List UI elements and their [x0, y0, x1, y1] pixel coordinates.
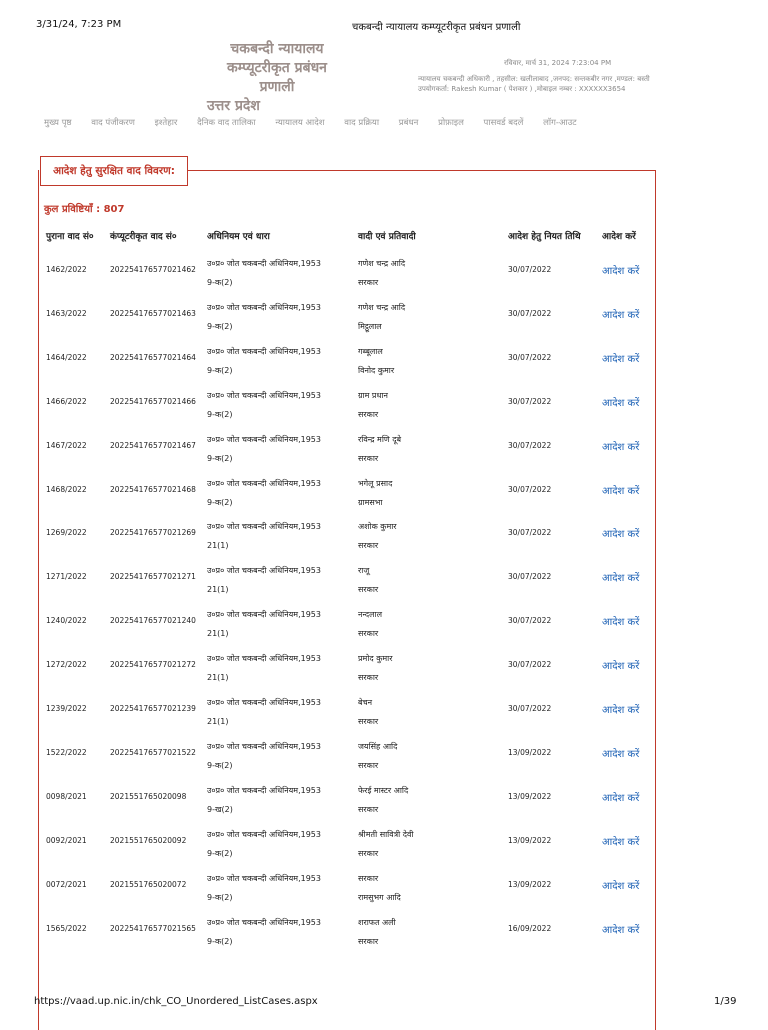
plaintiff: श्रीमती सावित्री देवी	[358, 829, 414, 839]
user-details: उपयोगकर्ता: Rakesh Kumar ( पेशकार ) ,मोबाइल नम्बर : XXXXXX3654	[418, 85, 626, 93]
defendant: रामसुभग आदि	[358, 892, 401, 902]
old-case-no: 1466/2022	[46, 396, 87, 406]
table-row	[0, 865, 768, 909]
parties-cell	[358, 298, 405, 336]
computerized-case-no: 202254176577021239	[110, 704, 196, 713]
col-computerized-case-no: कंप्यूटरीकृत वाद सं०	[110, 232, 177, 242]
parties-cell	[358, 913, 396, 951]
defendant: सरकार	[358, 760, 379, 770]
plaintiff: फेरई मास्टर आदि	[358, 785, 409, 795]
user-info	[418, 58, 650, 94]
nav-notice[interactable]: इश्तेहार	[154, 118, 178, 128]
order-date: 30/07/2022	[508, 704, 552, 713]
old-case-no: 1467/2022	[46, 440, 87, 450]
parties-cell	[358, 869, 401, 907]
order-date: 13/09/2022	[508, 791, 552, 801]
act-section: 9-क(2)	[207, 497, 233, 507]
order-action-link[interactable]: आदेश करें	[602, 705, 640, 716]
nav-court-orders[interactable]: न्यायालय आदेश	[275, 118, 325, 128]
order-date: 16/09/2022	[508, 923, 552, 933]
computerized-case-no: 2021551765020092	[110, 835, 187, 845]
order-action-link[interactable]: आदेश करें	[602, 617, 640, 629]
parties-cell	[358, 386, 388, 424]
panel-title: आदेश हेतु सुरक्षित वाद विवरण:	[40, 156, 188, 186]
defendant: सरकार	[358, 804, 379, 814]
plaintiff: अशोक कुमार	[358, 522, 397, 532]
table-row	[0, 294, 768, 338]
old-case-no: 1269/2022	[46, 528, 87, 538]
act-section-cell	[207, 825, 321, 863]
site-title	[207, 40, 347, 116]
order-action-link[interactable]: आदेश करें	[602, 792, 640, 804]
defendant: सरकार	[358, 717, 379, 726]
act-section-cell	[207, 298, 321, 336]
act-name: उ०प्र० जोत चकबन्दी अधिनियम,1953	[207, 917, 321, 927]
act-section-cell	[207, 474, 321, 512]
order-action-link[interactable]: आदेश करें	[602, 924, 640, 936]
table-row	[0, 250, 768, 294]
old-case-no: 1271/2022	[46, 572, 87, 582]
act-name: उ०प्र० जोत चकबन्दी अधिनियम,1953	[207, 522, 321, 532]
computerized-case-no: 202254176577021272	[110, 660, 196, 670]
parties-cell	[358, 342, 394, 380]
act-name: उ०प्र० जोत चकबन्दी अधिनियम,1953	[207, 654, 321, 664]
old-case-no: 1463/2022	[46, 308, 87, 318]
act-name: उ०प्र० जोत चकबन्दी अधिनियम,1953	[207, 302, 321, 312]
panel-top-border	[186, 170, 656, 171]
order-action-link[interactable]: आदेश करें	[602, 397, 640, 409]
print-header	[0, 0, 768, 32]
computerized-case-no: 2021551765020072	[110, 879, 187, 889]
computerized-case-no: 202254176577021240	[110, 616, 196, 626]
act-section-cell	[207, 649, 321, 687]
act-section: 9-क(2)	[207, 760, 233, 770]
old-case-no: 1239/2022	[46, 704, 87, 713]
old-case-no: 1240/2022	[46, 616, 87, 626]
defendant: सरकार	[358, 541, 379, 551]
order-date: 30/07/2022	[508, 616, 552, 626]
order-date: 30/07/2022	[508, 440, 552, 450]
computerized-case-no: 202254176577021466	[110, 396, 196, 406]
order-date: 13/09/2022	[508, 747, 552, 757]
parties-cell	[358, 781, 408, 819]
computerized-case-no: 202254176577021468	[110, 484, 196, 494]
order-action-link[interactable]: आदेश करें	[602, 485, 640, 497]
act-section-cell	[207, 869, 321, 907]
act-section: 9-ख(2)	[207, 804, 233, 814]
act-section: 9-क(2)	[207, 409, 233, 419]
print-page-number: 1/39	[714, 996, 737, 1007]
order-date: 13/09/2022	[508, 879, 552, 889]
col-old-case-no: पुराना वाद सं०	[46, 232, 94, 242]
act-name: उ०प्र० जोत चकबन्दी अधिनियम,1953	[207, 346, 321, 356]
order-date: 30/07/2022	[508, 660, 552, 670]
act-section: 21(1)	[207, 717, 229, 726]
plaintiff: शराफत अली	[358, 917, 396, 927]
act-section-cell	[207, 781, 321, 819]
print-datetime: 3/31/24, 7:23 PM	[36, 19, 122, 30]
act-name: उ०प्र० जोत चकबन्दी अधिनियम,1953	[207, 434, 321, 444]
order-date: 30/07/2022	[508, 484, 552, 494]
act-name: उ०प्र० जोत चकबन्दी अधिनियम,1953	[207, 829, 321, 839]
table-row	[0, 338, 768, 382]
nav-profile[interactable]: प्रोफ़ाइल	[438, 118, 464, 128]
table-row	[0, 777, 768, 821]
computerized-case-no: 202254176577021467	[110, 440, 196, 450]
nav-home[interactable]: मुख्य पृष्ठ	[44, 118, 72, 128]
order-date: 30/07/2022	[508, 265, 552, 274]
old-case-no: 0072/2021	[46, 879, 87, 889]
act-section: 21(1)	[207, 673, 229, 683]
col-action: आदेश करें	[602, 232, 636, 242]
plaintiff: रविन्द्र मणि दूबे	[358, 434, 402, 444]
parties-cell	[358, 254, 405, 292]
act-section-cell	[207, 561, 321, 599]
computerized-case-no: 202254176577021464	[110, 352, 196, 362]
act-section-cell	[207, 386, 321, 424]
plaintiff: गब्बूलाल	[358, 346, 383, 356]
order-action-link[interactable]: आदेश करें	[602, 661, 640, 673]
table-row	[0, 909, 768, 953]
act-section-cell	[207, 913, 321, 951]
defendant: ग्रामसभा	[358, 497, 383, 507]
order-action-link[interactable]: आदेश करें	[602, 573, 640, 585]
nav-daily-cause-list[interactable]: दैनिक वाद तालिका	[197, 118, 256, 128]
act-name: उ०प्र० जोत चकबन्दी अधिनियम,1953	[207, 390, 321, 400]
computerized-case-no: 202254176577021463	[110, 308, 196, 318]
defendant: सरकार	[358, 453, 379, 463]
act-section: 9-क(2)	[207, 365, 233, 375]
order-date: 30/07/2022	[508, 528, 552, 538]
act-name: उ०प्र० जोत चकबन्दी अधिनियम,1953	[207, 741, 321, 751]
act-section: 9-क(2)	[207, 892, 233, 902]
main-nav	[44, 117, 594, 128]
computerized-case-no: 202254176577021462	[110, 265, 196, 274]
table-row	[0, 689, 768, 733]
table-row	[0, 470, 768, 514]
table-row	[0, 557, 768, 601]
parties-cell	[358, 649, 392, 687]
nav-change-password[interactable]: पासवर्ड बदलें	[483, 118, 524, 128]
order-date: 13/09/2022	[508, 835, 552, 845]
order-date: 30/07/2022	[508, 572, 552, 582]
parties-cell	[358, 693, 378, 731]
parties-cell	[358, 517, 397, 555]
plaintiff: सरकार	[358, 873, 379, 883]
act-section: 9-क(2)	[207, 453, 233, 463]
order-date: 30/07/2022	[508, 352, 552, 362]
defendant: सरकार	[358, 409, 379, 419]
act-section-cell	[207, 693, 321, 731]
act-section-cell	[207, 342, 321, 380]
act-section-cell	[207, 254, 321, 292]
order-date: 30/07/2022	[508, 396, 552, 406]
old-case-no: 0092/2021	[46, 835, 87, 845]
act-section-cell	[207, 605, 321, 643]
order-action-link[interactable]: आदेश करें	[602, 309, 640, 321]
table-row	[0, 382, 768, 426]
defendant: सरकार	[358, 936, 379, 946]
act-section: 21(1)	[207, 629, 229, 639]
plaintiff: गणेश चन्द्र आदि	[358, 259, 406, 268]
table-row	[0, 513, 768, 557]
computerized-case-no: 2021551765020098	[110, 791, 187, 801]
plaintiff: ग्राम प्रधान	[358, 390, 388, 400]
total-entries: कुल प्रविष्टियाँ : 807	[44, 204, 125, 215]
site-title-line2: कम्प्यूटरीकृत प्रबंधन	[227, 60, 327, 76]
act-section-cell	[207, 737, 321, 775]
table-row	[0, 601, 768, 645]
act-section-cell	[207, 430, 321, 468]
order-action-link[interactable]: आदेश करें	[602, 748, 640, 760]
parties-cell	[358, 737, 397, 775]
act-name: उ०प्र० जोत चकबन्दी अधिनियम,1953	[207, 698, 321, 707]
act-section-cell	[207, 517, 321, 555]
old-case-no: 1468/2022	[46, 484, 87, 494]
old-case-no: 1272/2022	[46, 660, 87, 670]
plaintiff: राजू	[358, 566, 370, 576]
order-action-link[interactable]: आदेश करें	[602, 529, 640, 541]
col-parties: वादी एवं प्रतिवादी	[358, 232, 416, 242]
defendant: मिट्ठूलाल	[358, 321, 382, 331]
old-case-no: 1462/2022	[46, 265, 87, 274]
defendant: सरकार	[358, 278, 379, 287]
court-info: न्यायालय चकबन्दी अधिकारी , तहसील: खलीलाबाद ,जनपद: सन्तकबीर नगर ,मण्डल: बस्ती	[418, 75, 650, 83]
order-action-link[interactable]: आदेश करें	[602, 266, 640, 277]
print-url: https://vaad.up.nic.in/chk_CO_Unordered_ListCases.aspx	[34, 996, 318, 1007]
plaintiff: भगेलू प्रसाद	[358, 478, 393, 488]
parties-cell	[358, 825, 414, 863]
act-name: उ०प्र० जोत चकबन्दी अधिनियम,1953	[207, 785, 321, 795]
print-doc-title: चकबन्दी न्यायालय कम्प्यूटरीकृत प्रबंधन प्रणाली	[352, 22, 521, 33]
defendant: सरकार	[358, 673, 379, 683]
col-act-section: अधिनियम एवं धारा	[207, 232, 270, 242]
nav-logout[interactable]: लॉग-आउट	[543, 118, 577, 128]
parties-cell	[358, 430, 401, 468]
act-section: 9-क(2)	[207, 321, 233, 331]
order-action-link[interactable]: आदेश करें	[602, 880, 640, 892]
act-name: उ०प्र० जोत चकबन्दी अधिनियम,1953	[207, 610, 321, 620]
act-section: 9-क(2)	[207, 848, 233, 858]
parties-cell	[358, 561, 378, 599]
nav-management[interactable]: प्रबंधन	[398, 118, 419, 128]
act-name: उ०प्र० जोत चकबन्दी अधिनियम,1953	[207, 566, 321, 576]
computerized-case-no: 202254176577021565	[110, 923, 196, 933]
defendant: सरकार	[358, 848, 379, 858]
order-action-link[interactable]: आदेश करें	[602, 441, 640, 453]
defendant: सरकार	[358, 585, 379, 595]
col-order-date: आदेश हेतु नियत तिथि	[508, 232, 581, 242]
plaintiff: बेचन	[358, 698, 373, 707]
act-name: उ०प्र० जोत चकबन्दी अधिनियम,1953	[207, 873, 321, 883]
site-title-line1: चकबन्दी न्यायालय	[230, 41, 324, 57]
act-section: 9-क(2)	[207, 936, 233, 946]
plaintiff: नन्दलाल	[358, 610, 383, 620]
server-datetime: रविवार, मार्च 31, 2024 7:23:04 PM	[504, 59, 612, 67]
nav-case-registration[interactable]: वाद पंजीकरण	[91, 118, 135, 128]
order-action-link[interactable]: आदेश करें	[602, 353, 640, 365]
table-row	[0, 645, 768, 689]
site-title-line3: प्रणाली	[259, 79, 295, 95]
defendant: सरकार	[358, 629, 379, 639]
act-name: उ०प्र० जोत चकबन्दी अधिनियम,1953	[207, 478, 321, 488]
nav-case-process[interactable]: वाद प्रक्रिया	[344, 118, 380, 128]
old-case-no: 0098/2021	[46, 791, 87, 801]
act-section: 21(1)	[207, 541, 229, 551]
parties-cell	[358, 605, 382, 643]
act-name: उ०प्र० जोत चकबन्दी अधिनियम,1953	[207, 259, 321, 268]
table-row	[0, 733, 768, 777]
order-date: 30/07/2022	[508, 308, 552, 318]
computerized-case-no: 202254176577021522	[110, 747, 196, 757]
act-section: 9-क(2)	[207, 278, 233, 287]
plaintiff: जयसिंह आदि	[358, 741, 398, 751]
parties-cell	[358, 474, 392, 512]
old-case-no: 1464/2022	[46, 352, 87, 362]
act-section: 21(1)	[207, 585, 229, 595]
plaintiff: गणेश चन्द्र आदि	[358, 302, 406, 312]
order-action-link[interactable]: आदेश करें	[602, 836, 640, 848]
table-row	[0, 821, 768, 865]
plaintiff: प्रमोद कुमार	[358, 654, 393, 664]
old-case-no: 1522/2022	[46, 747, 87, 757]
computerized-case-no: 202254176577021269	[110, 528, 196, 538]
old-case-no: 1565/2022	[46, 923, 87, 933]
defendant: विनोद कुमार	[358, 365, 395, 375]
table-row	[0, 426, 768, 470]
site-state: उत्तर प्रदेश	[207, 98, 260, 114]
computerized-case-no: 202254176577021271	[110, 572, 196, 582]
